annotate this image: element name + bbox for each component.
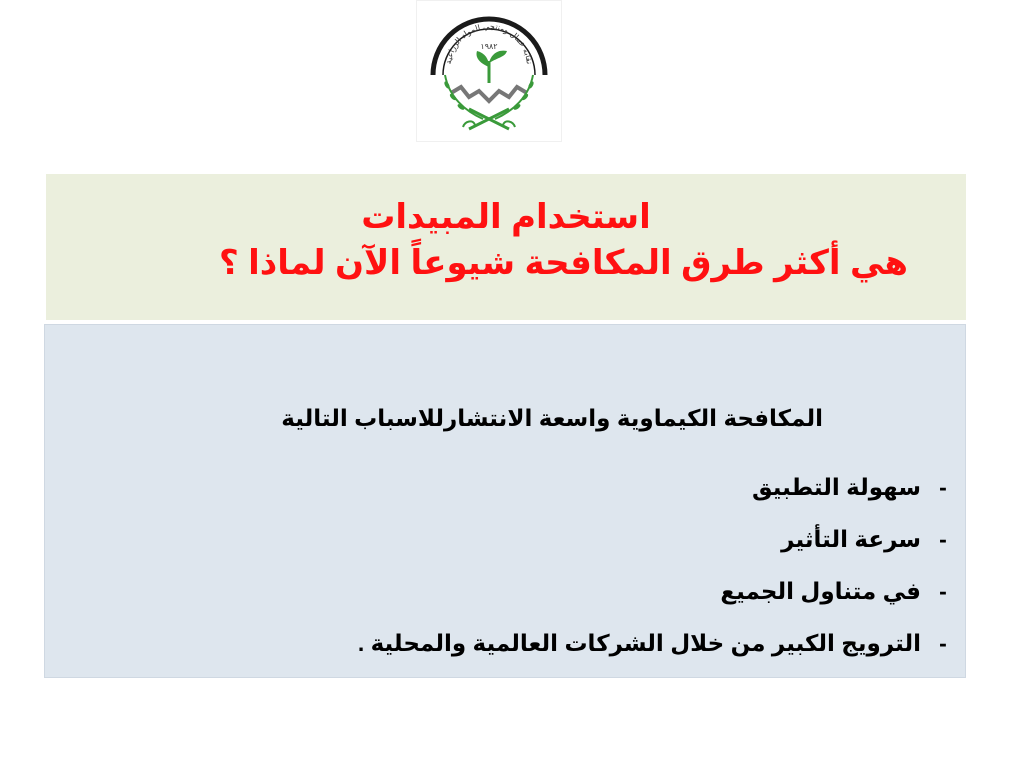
title-banner xyxy=(46,174,966,320)
content-panel xyxy=(44,324,966,678)
list-item xyxy=(358,565,955,617)
list-item xyxy=(358,513,955,565)
intro-text: المكافحة الكيماوية واسعة الانتشارللاسباب التالية xyxy=(281,405,823,431)
list-item-text: الترويج الكبير من خلال الشركات العالمية والمحلية . xyxy=(357,630,921,656)
reasons-list xyxy=(358,461,955,669)
title-question: هي أكثر طرق المكافحة شيوعاً الآن لماذا ؟ xyxy=(218,244,908,282)
list-item xyxy=(358,617,955,669)
agricultural-union-seal-icon xyxy=(417,1,561,141)
list-item xyxy=(358,461,955,513)
bullet-dash: - xyxy=(939,630,947,656)
logo-container xyxy=(416,0,562,142)
list-item-text: سهولة التطبيق xyxy=(751,474,921,500)
list-item-text: سرعة التأثير xyxy=(781,526,921,552)
seal-year: ١٩٨٢ xyxy=(480,42,498,51)
title-heading: استخدام المبيدات xyxy=(361,198,651,236)
bullet-dash: - xyxy=(939,578,947,604)
seal-arc-text: نقابة عمال ومنتجي المواد الزراعية xyxy=(444,21,534,65)
bullet-dash: - xyxy=(939,526,947,552)
list-item-text: في متناول الجميع xyxy=(720,578,921,604)
bullet-dash: - xyxy=(939,474,947,500)
